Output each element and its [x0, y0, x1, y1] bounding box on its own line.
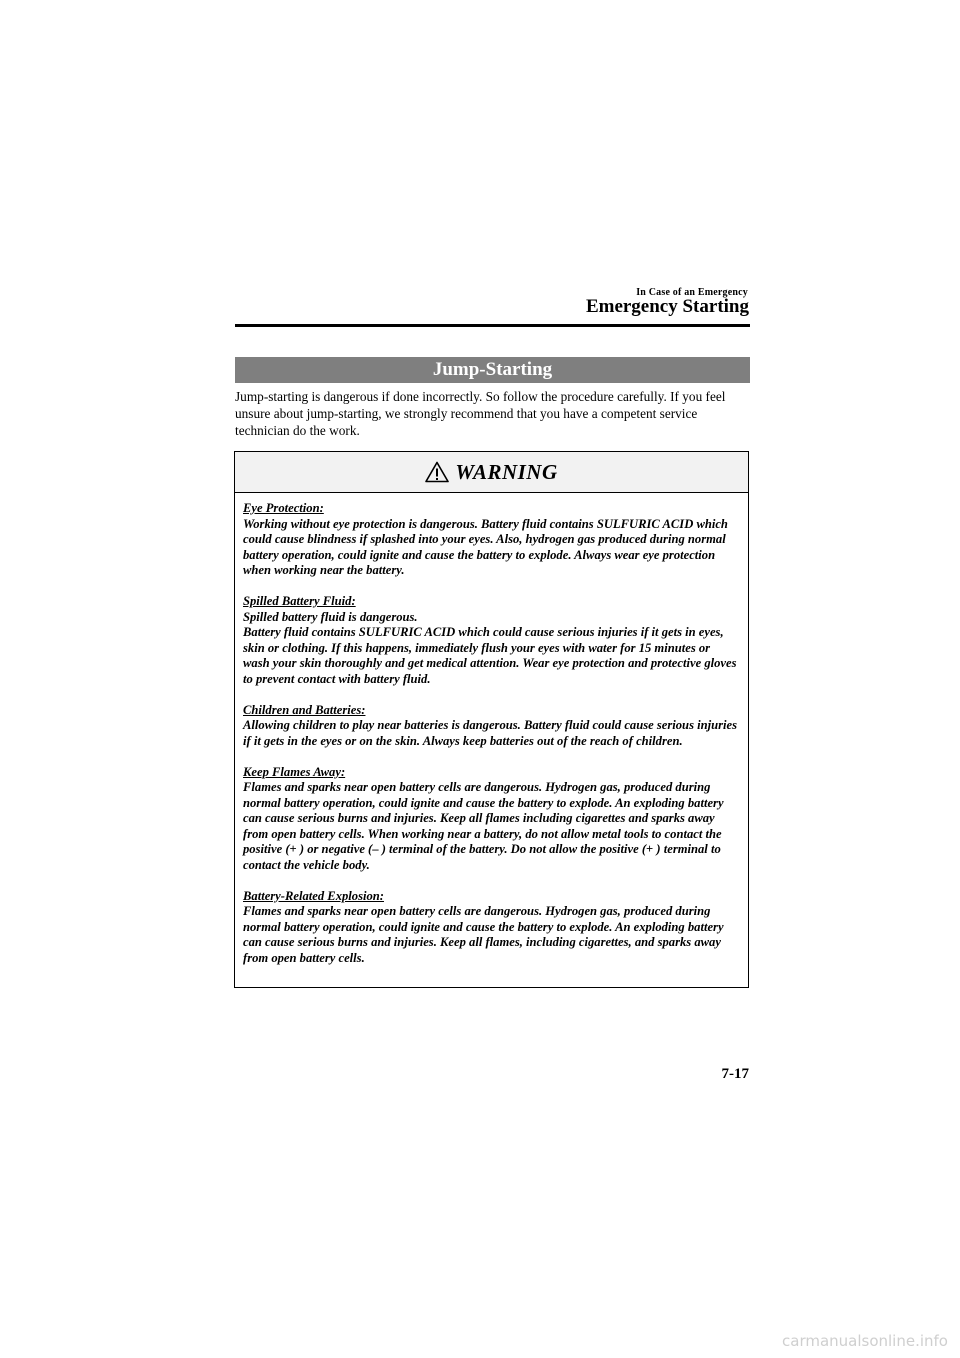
intro-paragraph: Jump-starting is dangerous if done incorrectly. So follow the procedure carefully. If you feel unsure about jump-starting, we strongly recommend that you have a competent service technician do the work. — [235, 389, 726, 438]
warning-item-text: Flames and sparks near open battery cells are dangerous. Hydrogen gas, produced during normal battery operation, could ignite and cause the battery to explode. An exploding battery can cause serious burns and injuries. Keep all flames, including cigarettes, and sparks away from open battery cells. — [243, 904, 724, 965]
warning-item-heading: Children and Batteries: — [243, 702, 366, 717]
warning-item-text — [243, 780, 739, 873]
warning-item-text: Battery fluid contains SULFURIC ACID which could cause serious injuries if it gets in eyes, skin or clothing. If this happens, immediately flush your eyes with water for 15 minutes or wash your skin thoroughly and get medical attention. Wear eye protection and protective gloves to prevent contact with battery fluid. — [243, 625, 737, 686]
warning-item-heading: Spilled Battery Fluid: — [243, 594, 356, 608]
warning-item-spilled-fluid — [243, 594, 739, 687]
warning-item-heading: Battery-Related Explosion: — [243, 888, 384, 903]
warning-item-text: Spilled battery fluid is dangerous. — [243, 609, 418, 624]
header-divider — [235, 324, 750, 327]
positive-symbol: + — [646, 842, 654, 856]
page-number: 7-17 — [721, 1066, 749, 1082]
text-fragment: ) terminal to contact the vehicle body. — [243, 842, 721, 872]
positive-symbol: + — [289, 842, 297, 856]
warning-item-heading: Eye Protection: — [243, 501, 324, 515]
negative-symbol: – — [372, 842, 379, 856]
warning-item-heading: Keep Flames Away: — [243, 764, 346, 779]
text-fragment: ) or negative ( — [296, 842, 373, 856]
warning-item-eye-protection — [243, 501, 739, 579]
section-header: Emergency Starting — [585, 296, 749, 317]
chapter-header: In Case of an Emergency — [636, 287, 748, 298]
warning-box — [234, 451, 749, 988]
warning-body — [235, 493, 748, 966]
warning-header — [235, 452, 748, 493]
warning-item-children — [243, 703, 739, 750]
text-fragment: Flames and sparks near open battery cells are dangerous. Hydrogen gas, produced during normal battery operation, could ignite and cause the battery to explode. An exploding battery can cause serious burns and injuries. Keep all flames including cigarettes and sparks away from open battery cells. When working near a battery, do not allow metal tools to contact the positive ( — [243, 780, 724, 856]
warning-item-text: Allowing children to play near batteries is dangerous. Battery fluid could cause serious injuries if it gets in the eyes or on the skin. Always keep batteries out of the reach of children. — [243, 718, 738, 748]
warning-title: WARNING — [455, 459, 558, 484]
warning-item-flames — [243, 765, 739, 874]
text-fragment: ) terminal of the battery. Do not allow the positive ( — [378, 842, 647, 856]
watermark: carmanualsonline.info — [782, 1332, 948, 1350]
warning-item-explosion — [243, 889, 739, 967]
warning-triangle-icon — [425, 461, 449, 483]
section-title: Jump-Starting — [235, 357, 750, 383]
warning-item-text: Working without eye protection is dangerous. Battery fluid contains SULFURIC ACID which could cause blindness if splashed into your eyes. Also, hydrogen gas produced during normal battery operation, could ignite and cause the battery to explode. Always wear eye protection when working near the battery. — [243, 516, 728, 577]
